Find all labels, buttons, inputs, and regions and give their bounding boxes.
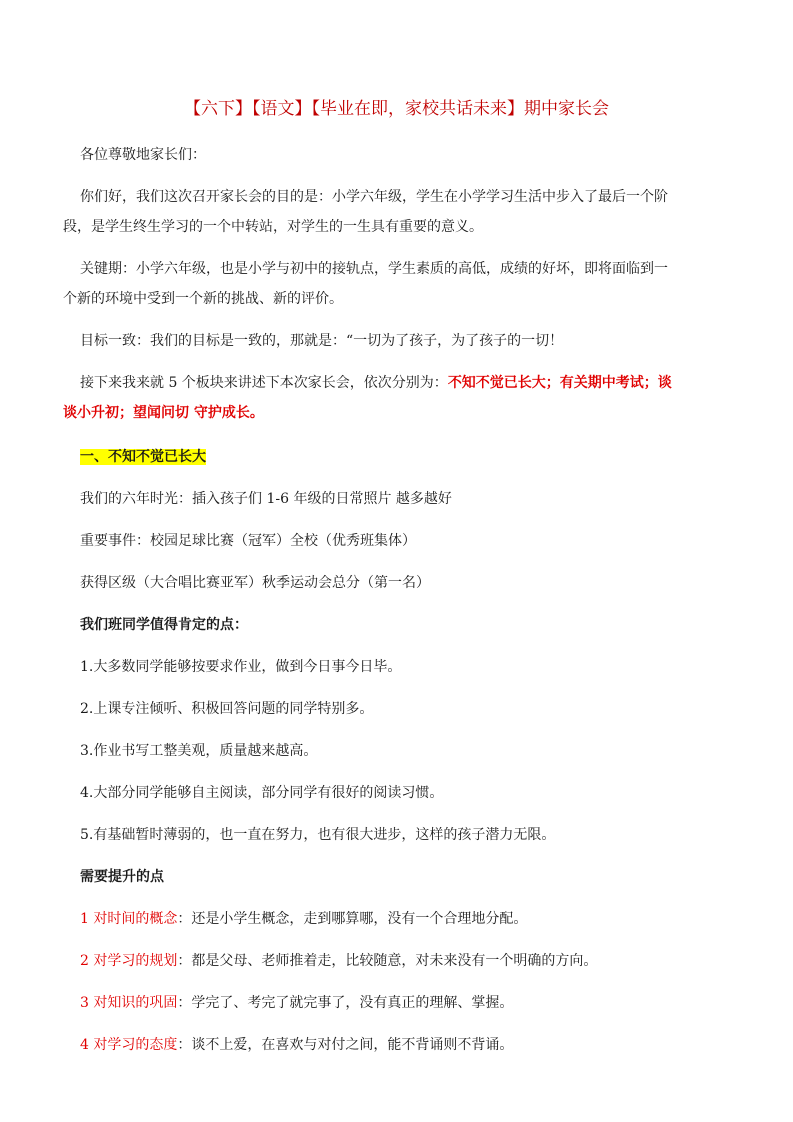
praise-heading: 我们班同学值得肯定的点： xyxy=(80,617,248,633)
improve-item-3-text: ：学完了、考完了就完事了，没有真正的理解、掌握。 xyxy=(177,995,514,1011)
document-title: 【六下】【语文】【毕业在即，家校共话未来】期中家长会 xyxy=(184,99,609,119)
improve-item-3-label: 对知识的巩固 xyxy=(93,995,178,1011)
section1-heading-row xyxy=(80,440,748,475)
greeting: 各位尊敬地家长们： xyxy=(80,147,206,163)
modules-prefix: 接下来我来就 5 个板块来讲述下本次家长会，依次分别为： xyxy=(80,375,448,391)
praise-item-1: 1.大多数同学能够按要求作业，做到今日事今日毕。 xyxy=(80,659,402,675)
praise-item-3: 3.作业书写工整美观，质量越来越高。 xyxy=(80,743,318,759)
intro-line-2: 段，是学生终生学习的一个中转站，对学生的一生具有重要的意义。 xyxy=(63,219,483,235)
improve-heading: 需要提升的点 xyxy=(80,869,164,885)
improve-item-4-num: 4 xyxy=(80,1037,89,1053)
improve-item-3-num: 3 xyxy=(80,995,89,1011)
improve-item-1-num: 1 xyxy=(80,911,89,927)
improve-item-4-text: ：谈不上爱，在喜欢与对付之间，能不背诵则不背诵。 xyxy=(177,1037,514,1053)
praise-item-5: 5.有基础暂时薄弱的，也一直在努力，也有很大进步，这样的孩子潜力无限。 xyxy=(80,827,556,843)
intro-text-1: 你们好，我们这次召开家长会的目的是：小学六年级，学生在小学学习生活中步入了最后一个阶 xyxy=(80,189,668,205)
section1-line-3: 获得区级（大合唱比赛亚军）秋季运动会总分（第一名） xyxy=(80,575,430,591)
improve-item-1-text: ：还是小学生概念，走到哪算哪，没有一个合理地分配。 xyxy=(177,911,528,927)
key-period-line-1: 关键期：小学六年级，也是小学与初中的接轨点，学生素质的高低，成绩的好坏，即将面临到一 xyxy=(80,261,668,277)
modules-line-2: 谈小升初；望闻问切 守护成长。 xyxy=(63,405,264,421)
section1-line-1: 我们的六年时光：插入孩子们 1-6 年级的日常照片 越多越好 xyxy=(80,491,452,507)
improve-item-3 xyxy=(80,986,748,1021)
section1-line-2: 重要事件：校园足球比赛（冠军）全校（优秀班集体） xyxy=(80,533,416,549)
improve-item-1-label: 对时间的概念 xyxy=(93,911,178,927)
improve-item-4 xyxy=(80,1028,748,1063)
improve-item-1 xyxy=(80,902,748,937)
improve-item-2-text: ：都是父母、老师推着走，比较随意，对未来没有一个明确的方向。 xyxy=(177,953,598,969)
modules-red-1: 不知不觉已长大；有关期中考试；谈 xyxy=(447,375,672,391)
goal-paragraph: 目标一致：我们的目标是一致的，那就是：“一切为了孩子，为了孩子的一切！ xyxy=(80,333,564,349)
praise-item-2: 2.上课专注倾听、积极回答问题的同学特别多。 xyxy=(80,701,374,717)
section1-heading: 一、不知不觉已长大 xyxy=(80,449,206,465)
improve-item-4-label: 对学习的态度 xyxy=(93,1037,178,1053)
key-period-line-2: 个新的环境中受到一个新的挑战、新的评价。 xyxy=(63,291,343,307)
improve-item-2-label: 对学习的规划 xyxy=(93,953,178,969)
praise-item-4: 4.大部分同学能够自主阅读，部分同学有很好的阅读习惯。 xyxy=(80,785,444,801)
improve-item-2 xyxy=(80,944,748,979)
improve-item-2-num: 2 xyxy=(80,953,89,969)
